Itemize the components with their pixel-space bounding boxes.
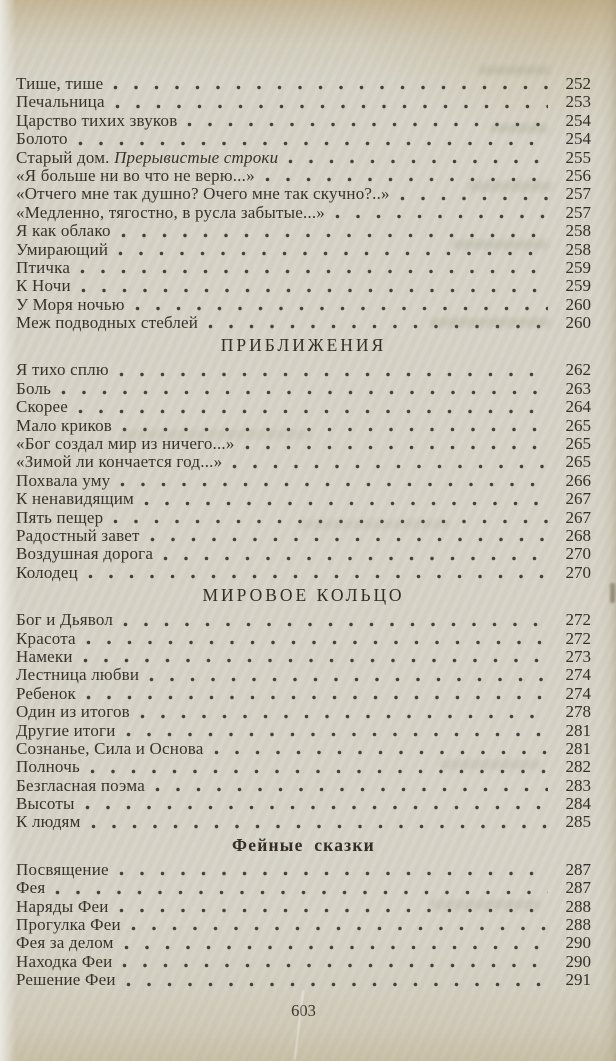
dot-leader	[86, 640, 548, 645]
toc-entry	[16, 685, 591, 703]
dot-leader	[208, 324, 548, 329]
toc-entry-title: Тише, тише	[16, 74, 104, 93]
toc-entry	[16, 971, 591, 989]
dot-leader	[144, 501, 548, 506]
toc-entry-page: 278	[565, 702, 591, 722]
toc-entry-page: 291	[565, 970, 591, 990]
toc-entry-title: Один из итогов	[16, 702, 130, 722]
dot-leader	[140, 714, 548, 719]
toc-entry	[16, 75, 591, 93]
toc-entry-page: 281	[565, 738, 591, 758]
toc-entry-title: Радостный завет	[16, 525, 140, 545]
toc-entry	[16, 648, 591, 666]
toc-entry-page: 260	[565, 313, 591, 333]
toc-entry-page: 254	[565, 110, 591, 130]
toc-entry-page: 254	[565, 129, 591, 149]
dot-leader	[214, 750, 548, 755]
toc-entry	[16, 398, 591, 416]
dot-leader	[61, 390, 548, 395]
toc-entry	[16, 813, 591, 831]
dot-leader	[119, 372, 548, 377]
section-heading: Фейные сказки	[232, 834, 375, 855]
toc-entry-title: Царство тихих звуков	[16, 110, 178, 130]
toc-entry-title: Ребенок	[16, 683, 77, 703]
toc-entry	[16, 296, 591, 314]
dot-leader	[126, 732, 548, 737]
toc-entry	[16, 380, 591, 398]
toc-entry-title: Прогулка Феи	[16, 915, 121, 935]
dot-leader	[119, 871, 548, 876]
toc-entry	[16, 185, 591, 203]
toc-entry-title: Воздушная дорога	[16, 544, 154, 564]
toc-entry-page: 266	[565, 470, 591, 490]
toc-entry	[16, 93, 591, 111]
toc-entry-page: 259	[565, 257, 591, 277]
toc-entry-page: 258	[565, 221, 591, 241]
toc-entry-page: 285	[565, 812, 591, 832]
toc-entry-title: Боль	[16, 378, 52, 398]
dot-leader	[80, 269, 548, 274]
toc-entry-page: 274	[565, 683, 591, 703]
toc-entry-page: 274	[565, 665, 591, 685]
toc-entry-title: Я как облако	[16, 221, 111, 241]
toc-entry-title: «Я больше ни во что не верю...»	[16, 165, 255, 185]
dot-leader	[131, 926, 548, 931]
dot-leader	[83, 658, 548, 663]
toc-entry-page: 288	[565, 896, 591, 916]
toc-entry	[16, 204, 591, 222]
toc-entry-title: Колодец	[16, 562, 78, 582]
toc-entry	[16, 149, 591, 167]
toc-entry	[16, 758, 591, 776]
page-footer-number: 603	[291, 1001, 316, 1020]
toc-entry-title: Безгласная поэма	[16, 775, 145, 795]
toc-entry	[16, 953, 591, 971]
dot-leader	[122, 963, 548, 968]
dot-leader	[91, 824, 548, 829]
dot-leader	[120, 482, 548, 487]
toc-entry	[16, 703, 591, 721]
dot-leader	[119, 908, 548, 913]
toc-entry-title: Фея за делом	[16, 933, 114, 953]
toc-entry	[16, 472, 591, 490]
toc-entry	[16, 417, 591, 435]
toc-entry	[16, 611, 591, 629]
toc-entry-title: Наряды Феи	[16, 896, 109, 916]
toc-entry-page: 268	[565, 525, 591, 545]
toc-entry-title: Другие итоги	[16, 720, 116, 740]
toc-entry-title: Фея	[16, 878, 46, 898]
toc-entry-title: «Отчего мне так душно? Очего мне так скучно?..»	[16, 184, 390, 204]
toc-entry-page: 267	[565, 489, 591, 509]
toc-entry	[16, 130, 591, 148]
toc-entry-page: 258	[565, 239, 591, 259]
toc-entry	[16, 435, 591, 453]
toc-entry-title: Меж подводных стеблей	[16, 313, 199, 333]
toc-entry-title: Красота	[16, 628, 76, 648]
toc-entry	[16, 545, 591, 563]
toc-entry-page: 272	[565, 628, 591, 648]
dot-leader	[150, 537, 548, 542]
toc-entry	[16, 564, 591, 582]
toc-entry-title: Решение Феи	[16, 970, 116, 990]
toc-entry-page: 272	[565, 610, 591, 630]
toc-entry	[16, 361, 591, 379]
dot-leader	[121, 233, 548, 238]
toc-entry-page: 273	[565, 646, 591, 666]
toc-entry-title: Мало криков	[16, 415, 113, 435]
dot-leader	[115, 104, 548, 109]
dot-leader	[265, 177, 548, 182]
toc-entry-page: 290	[565, 933, 591, 953]
toc-entry-title: У Моря ночью	[16, 294, 125, 314]
dot-leader	[155, 787, 548, 792]
toc-entry	[16, 879, 591, 897]
toc-entry	[16, 934, 591, 952]
toc-entry-page: 262	[565, 360, 591, 380]
dot-leader	[126, 982, 548, 987]
toc-entry	[16, 490, 591, 508]
toc-entry	[16, 509, 591, 527]
toc-entry	[16, 453, 591, 471]
dot-leader	[122, 427, 548, 432]
dot-leader	[135, 306, 548, 311]
toc-entry-page: 288	[565, 915, 591, 935]
dot-leader	[123, 622, 548, 627]
toc-entry-page: 284	[565, 794, 591, 814]
toc-entry-page: 263	[565, 378, 591, 398]
toc-entry-title: Птичка	[16, 257, 71, 277]
table-of-contents	[16, 75, 591, 990]
toc-entry-title: «Медленно, тягостно, в русла забытые...»	[16, 202, 326, 222]
toc-entry-page: 257	[565, 202, 591, 222]
dot-leader	[187, 122, 548, 127]
toc-entry-page: 290	[565, 951, 591, 971]
dot-leader	[78, 141, 548, 146]
toc-entry	[16, 241, 591, 259]
toc-entry-title: Посвящение	[16, 859, 109, 879]
section-heading: МИРОВОЕ КОЛЬЦО	[202, 585, 405, 606]
dot-leader	[90, 769, 548, 774]
toc-entry-title: Лестница любви	[16, 665, 140, 685]
toc-entry	[16, 277, 591, 295]
toc-entry-title: Болото	[16, 129, 68, 149]
page-edge-mark	[610, 583, 615, 603]
toc-entry-title: Печальница	[16, 92, 105, 112]
toc-entry-page: 259	[565, 276, 591, 296]
toc-entry-page: 264	[565, 397, 591, 417]
toc-entry	[16, 259, 591, 277]
toc-entry-page: 257	[565, 184, 591, 204]
dot-leader	[113, 519, 548, 524]
toc-entry	[16, 861, 591, 879]
dot-leader	[124, 945, 548, 950]
toc-entry-title: К Ночи	[16, 276, 71, 296]
toc-entry-page: 256	[565, 165, 591, 185]
toc-entry	[16, 112, 591, 130]
toc-entry-title: Пять пещер	[16, 507, 104, 527]
dot-leader	[81, 288, 548, 293]
dot-leader	[288, 159, 548, 164]
dot-leader	[55, 890, 548, 895]
toc-entry-page: 265	[565, 434, 591, 454]
show-through-artifact	[478, 66, 550, 75]
toc-entry-page: 270	[565, 562, 591, 582]
toc-entry-page: 283	[565, 775, 591, 795]
toc-entry-page: 260	[565, 294, 591, 314]
dot-leader	[88, 574, 548, 579]
toc-entry-page: 282	[565, 757, 591, 777]
toc-entry-title: Бог и Дьявол	[16, 610, 114, 630]
toc-entry-title: Полночь	[16, 757, 80, 777]
toc-entry-title: К людям	[16, 812, 81, 832]
toc-entry-title: Умирающий	[16, 239, 109, 259]
dot-leader	[113, 85, 548, 90]
toc-entry	[16, 916, 591, 934]
toc-entry	[16, 167, 591, 185]
toc-entry-title: Скорее	[16, 397, 69, 417]
toc-entry-title: Сознанье, Сила и Основа	[16, 738, 204, 758]
toc-entry-title: Намеки	[16, 646, 73, 666]
toc-entry-title: «Зимой ли кончается год...»	[16, 452, 223, 472]
toc-entry-page: 267	[565, 507, 591, 527]
toc-entry-title: Я тихо сплю	[16, 360, 109, 380]
dot-leader	[335, 214, 548, 219]
dot-leader	[245, 445, 548, 450]
toc-entry	[16, 777, 591, 795]
toc-entry-title-italic: Прерывистые строки	[114, 147, 279, 167]
toc-entry	[16, 630, 591, 648]
dot-leader	[86, 695, 548, 700]
dot-leader	[400, 196, 548, 201]
toc-entry-page: 265	[565, 452, 591, 472]
toc-entry-title: «Бог создал мир из ничего...»	[16, 434, 235, 454]
toc-entry	[16, 795, 591, 813]
dot-leader	[163, 556, 548, 561]
toc-entry-page: 255	[565, 147, 591, 167]
toc-entry-page: 281	[565, 720, 591, 740]
dot-leader	[149, 677, 548, 682]
toc-entry	[16, 666, 591, 684]
toc-entry	[16, 898, 591, 916]
toc-entry-page: 252	[565, 74, 591, 93]
toc-entry-title: К ненавидящим	[16, 489, 135, 509]
dot-leader	[232, 464, 548, 469]
section-heading: ПРИБЛИЖЕНИЯ	[220, 335, 387, 356]
toc-entry-page: 287	[565, 878, 591, 898]
toc-entry-title: Высоты	[16, 794, 75, 814]
dot-leader	[78, 409, 548, 414]
toc-entry	[16, 222, 591, 240]
toc-entry-page: 253	[565, 92, 591, 112]
toc-entry-page: 287	[565, 859, 591, 879]
dot-leader	[118, 251, 548, 256]
toc-entry-title: Находка Феи	[16, 951, 113, 971]
dot-leader	[85, 805, 548, 810]
toc-entry-title: Похвала уму	[16, 470, 111, 490]
toc-entry	[16, 527, 591, 545]
toc-entry-title: Старый дом. Прерывистые строки	[16, 147, 279, 167]
toc-entry	[16, 314, 591, 332]
toc-entry	[16, 740, 591, 758]
toc-entry	[16, 722, 591, 740]
toc-entry-page: 270	[565, 544, 591, 564]
toc-entry-page: 265	[565, 415, 591, 435]
